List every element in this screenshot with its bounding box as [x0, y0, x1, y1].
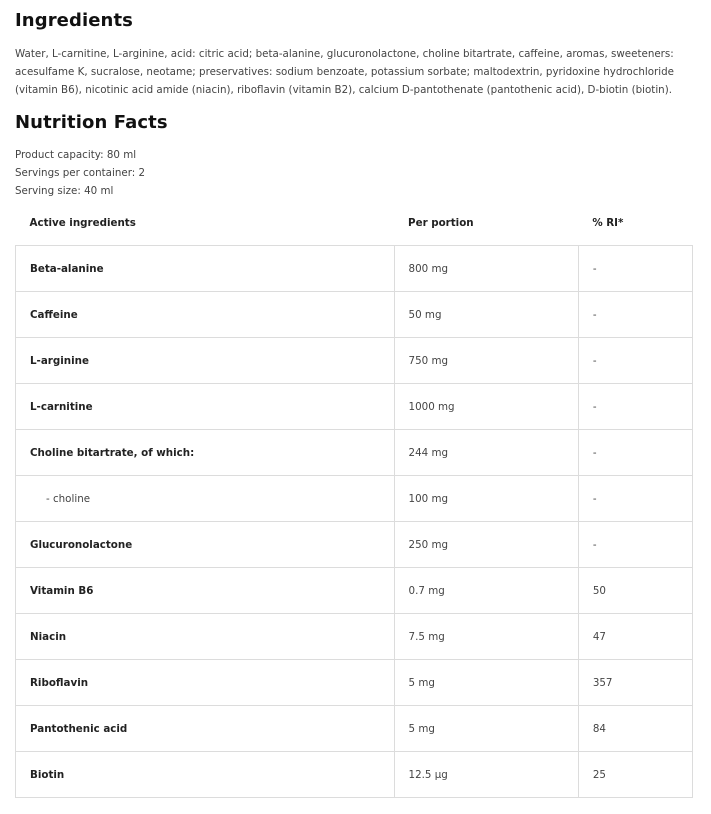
per-portion-value: 7.5 mg: [394, 614, 578, 660]
per-portion-value: 12.5 µg: [394, 752, 578, 798]
table-header-row: [16, 201, 693, 246]
per-portion-value: 100 mg: [394, 476, 578, 522]
nutrition-table: [15, 201, 693, 798]
header-per-portion: Per portion: [408, 217, 474, 229]
per-portion-value: 5 mg: [394, 706, 578, 752]
table-row: [16, 292, 693, 338]
product-capacity: Product capacity: 80 ml: [15, 149, 137, 161]
ingredient-name: L-arginine: [16, 338, 395, 384]
table-row: [16, 246, 693, 292]
table-row: [16, 706, 693, 752]
ri-value: -: [578, 292, 692, 338]
ingredient-name: Pantothenic acid: [16, 706, 395, 752]
header-active-ingredients: Active ingredients: [29, 217, 136, 229]
header-ri: % RI*: [592, 217, 624, 229]
table-row: [16, 752, 693, 798]
ingredient-name: Glucuronolactone: [16, 522, 395, 568]
table-row: [16, 522, 693, 568]
table-row: [16, 338, 693, 384]
table-row: [16, 660, 693, 706]
per-portion-value: 1000 mg: [394, 384, 578, 430]
ingredient-name: Beta-alanine: [16, 246, 395, 292]
ri-value: 25: [578, 752, 692, 798]
per-portion-value: 750 mg: [394, 338, 578, 384]
ingredients-heading: Ingredients: [15, 10, 133, 31]
serving-size: Serving size: 40 ml: [15, 185, 114, 197]
table-row: [16, 430, 693, 476]
ingredient-name: Riboflavin: [16, 660, 395, 706]
ri-value: -: [578, 476, 692, 522]
ri-value: 50: [578, 568, 692, 614]
per-portion-value: 0.7 mg: [394, 568, 578, 614]
nutrition-facts-heading: Nutrition Facts: [15, 112, 168, 133]
ri-value: -: [578, 338, 692, 384]
table-row: [16, 384, 693, 430]
ingredient-name: Biotin: [16, 752, 395, 798]
table-row: [16, 614, 693, 660]
per-portion-value: 5 mg: [394, 660, 578, 706]
ingredients-text: Water, L-carnitine, L-arginine, acid: citric acid; beta-alanine, glucuronolactone, choline bitartrate, caffeine, aromas, sweeteners: acesulfame K, sucralose, neotame; preservatives: sodium benzoate, potassium sorbate; maltodextrin, pyridoxine hydrochloride (vitamin B6), nicotinic acid amide (niacin), riboflavin (vitamin B2), calcium D-pantothenate (pantothenic acid), D-biotin (biotin).: [15, 48, 675, 96]
per-portion-value: 800 mg: [394, 246, 578, 292]
nutrition-facts-summary: [15, 146, 145, 200]
ri-value: -: [578, 246, 692, 292]
ri-value: -: [578, 430, 692, 476]
per-portion-value: 50 mg: [394, 292, 578, 338]
ingredient-name: Niacin: [16, 614, 395, 660]
table-row: [16, 476, 693, 522]
servings-per-container: Servings per container: 2: [15, 167, 146, 179]
ri-value: 84: [578, 706, 692, 752]
ri-value: -: [578, 522, 692, 568]
ingredient-name: Caffeine: [16, 292, 395, 338]
ingredient-name: Choline bitartrate, of which:: [16, 430, 395, 476]
ri-value: -: [578, 384, 692, 430]
ingredient-subitem-name: - choline: [16, 476, 395, 522]
ingredient-name: L-carnitine: [16, 384, 395, 430]
ri-value: 357: [578, 660, 692, 706]
per-portion-value: 250 mg: [394, 522, 578, 568]
ingredient-name: Vitamin B6: [16, 568, 395, 614]
ri-value: 47: [578, 614, 692, 660]
per-portion-value: 244 mg: [394, 430, 578, 476]
table-row: [16, 568, 693, 614]
